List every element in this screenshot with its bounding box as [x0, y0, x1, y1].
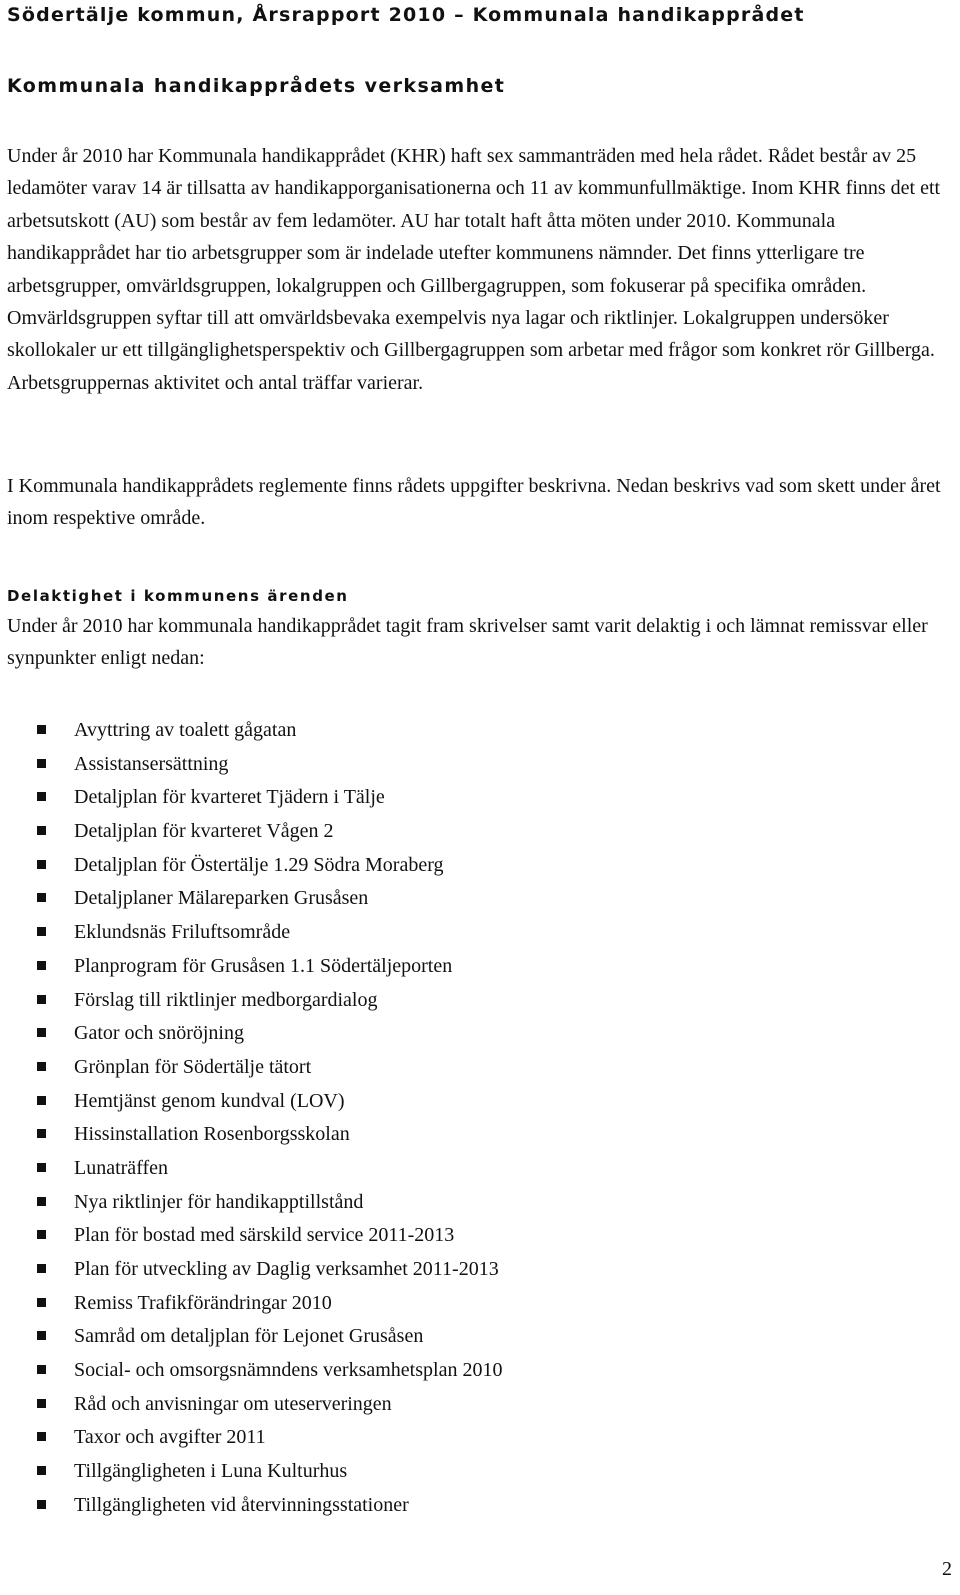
square-bullet-icon: [37, 1129, 46, 1138]
square-bullet-icon: [37, 759, 46, 768]
running-header: Södertälje kommun, Årsrapport 2010 – Kommunala handikapprådet: [7, 4, 805, 26]
page-number: 2: [942, 1558, 952, 1580]
body-paragraph-reglemente: I Kommunala handikapprådets reglemente finns rådets uppgifter beskrivna. Nedan beskrivs vad som skett under året inom respektive område.: [7, 475, 941, 530]
square-bullet-icon: [37, 893, 46, 902]
list-item-text: Förslag till riktlinjer medborgardialog: [74, 988, 378, 1011]
square-bullet-icon: [37, 826, 46, 835]
square-bullet-icon: [37, 1500, 46, 1509]
square-bullet-icon: [37, 725, 46, 734]
section-title: Kommunala handikapprådets verksamhet: [7, 75, 506, 97]
square-bullet-icon: [37, 1466, 46, 1475]
list-item-text: Nya riktlinjer för handikapptillstånd: [74, 1190, 364, 1213]
list-item-text: Samråd om detaljplan för Lejonet Grusåsen: [74, 1325, 424, 1348]
square-bullet-icon: [37, 1432, 46, 1441]
square-bullet-icon: [37, 1264, 46, 1273]
list-item-text: Plan för bostad med särskild service 2011-2013: [74, 1224, 455, 1247]
list-item-text: Tillgängligheten i Luna Kulturhus: [74, 1460, 348, 1483]
square-bullet-icon: [37, 860, 46, 869]
body-paragraph-activities: Under år 2010 har Kommunala handikapprådet (KHR) haft sex sammanträden med hela rådet. Rådet består av 25 ledamöter varav 14 är tillsatta av handikapporganisationerna och 11 av kommunfullmäktige. Inom KHR finns det ett arbetsutskott (AU) som består av fem ledamöter. AU har totalt haft åtta möten under 2010. Kommunala handikapprådet har tio arbetsgrupper som är indelade utefter kommunens nämnder. Det finns ytterligare tre arbetsgrupper, omvärldsgruppen, lokalgruppen och Gillbergagruppen, som fokuserar på specifika områden. Omvärldsgruppen syftar till att omvärldsbevaka exempelvis nya lagar och riktlinjer. Lokalgruppen undersöker skollokaler ur ett tillgänglighetsperspektiv och Gillbergagruppen som arbetar med frågor som konkret rör Gillberga. Arbetsgruppernas aktivitet och antal träffar varierar.: [7, 145, 941, 394]
list-item-text: Detaljplan för Östertälje 1.29 Södra Moraberg: [74, 853, 444, 876]
square-bullet-icon: [37, 792, 46, 801]
list-item-text: Gator och snöröjning: [74, 1022, 244, 1045]
square-bullet-icon: [37, 1028, 46, 1037]
square-bullet-icon: [37, 1298, 46, 1307]
square-bullet-icon: [37, 927, 46, 936]
list-item-text: Avyttring av toalett gågatan: [74, 719, 297, 741]
square-bullet-icon: [37, 1399, 46, 1408]
list-item-text: Detaljplan för kvarteret Vågen 2: [74, 820, 334, 843]
list-item-text: Social- och omsorgsnämndens verksamhetsplan 2010: [74, 1359, 503, 1382]
list-item-text: Hissinstallation Rosenborgsskolan: [74, 1123, 350, 1146]
list-item-text: Hemtjänst genom kundval (LOV): [74, 1089, 345, 1112]
square-bullet-icon: [37, 1197, 46, 1206]
square-bullet-icon: [37, 1365, 46, 1374]
list-item-text: Grönplan för Södertälje tätort: [74, 1055, 312, 1078]
square-bullet-icon: [37, 995, 46, 1004]
square-bullet-icon: [37, 1096, 46, 1105]
square-bullet-icon: [37, 961, 46, 970]
subsection-intro: Under år 2010 har kommunala handikapprådet tagit fram skrivelser samt varit delaktig i och lämnat remissvar eller synpunkter enligt nedan:: [7, 615, 928, 670]
subsection-title: Delaktighet i kommunens ärenden: [7, 587, 349, 605]
list-item-text: Plan för utveckling av Daglig verksamhet 2011-2013: [74, 1258, 499, 1280]
list-item-text: Tillgängligheten vid återvinningsstationer: [74, 1493, 409, 1516]
square-bullet-icon: [37, 1062, 46, 1071]
list-item-text: Detaljplaner Mälareparken Grusåsen: [74, 887, 369, 910]
square-bullet-icon: [37, 1230, 46, 1239]
list-item-text: Lunaträffen: [74, 1156, 169, 1179]
list-item-text: Råd och anvisningar om uteserveringen: [74, 1392, 392, 1415]
list-item-text: Eklundsnäs Friluftsområde: [74, 921, 291, 944]
list-item-text: Detaljplan för kvarteret Tjädern i Tälje: [74, 786, 385, 809]
square-bullet-icon: [37, 1163, 46, 1172]
square-bullet-icon: [37, 1331, 46, 1340]
list-item-text: Taxor och avgifter 2011: [74, 1426, 266, 1449]
list-item-text: Remiss Trafikförändringar 2010: [74, 1291, 332, 1314]
list-item-text: Planprogram för Grusåsen 1.1 Södertäljeporten: [74, 954, 453, 977]
list-item-text: Assistansersättning: [74, 752, 229, 775]
